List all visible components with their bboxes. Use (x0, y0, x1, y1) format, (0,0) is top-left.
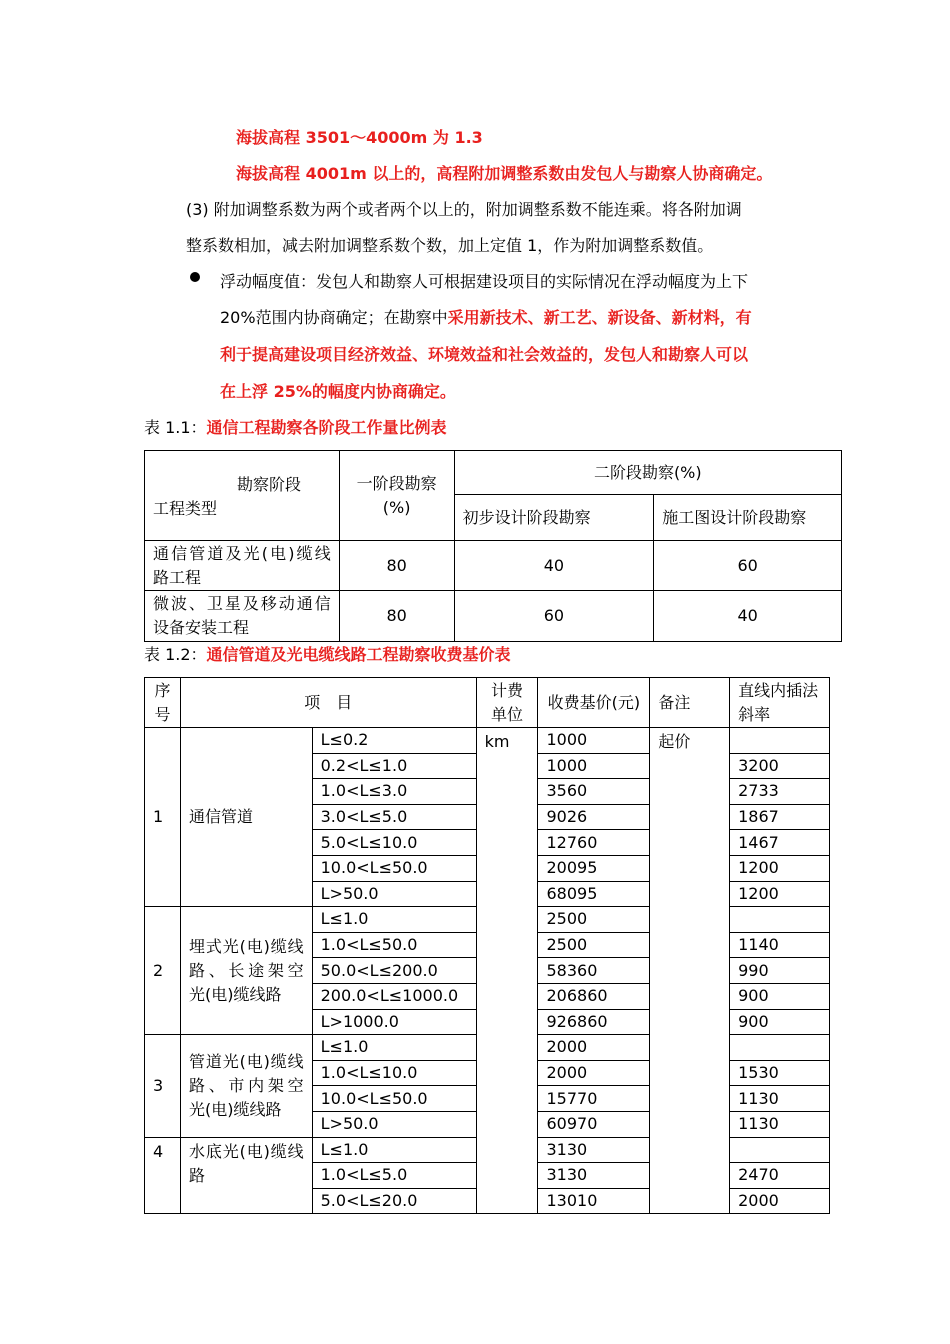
range-cell (312, 1137, 476, 1163)
seq-number: 4 (153, 1141, 164, 1161)
price-value: 60970 (546, 1114, 598, 1134)
price-value: 15770 (546, 1088, 598, 1108)
table2-caption-title: 通信管道及光电缆线路工程勘察收费基价表 (206, 645, 511, 664)
seq-cell (145, 907, 181, 1035)
price-cell (538, 1035, 650, 1061)
slope-value: 3200 (738, 755, 779, 775)
item-name-line: 管道光(电)缆线 (188, 1051, 304, 1071)
header-project-type: 工程类型 (153, 499, 218, 518)
item-name-line: 通信管道 (188, 807, 253, 827)
slope-cell (730, 881, 830, 907)
slope-cell (730, 1035, 830, 1061)
item-name-line: 光(电)缆线路 (188, 984, 282, 1004)
slope-cell (730, 753, 830, 779)
header-survey-phase: 勘察阶段 (237, 475, 302, 494)
price-cell (538, 932, 650, 958)
phase1-value: 80 (339, 591, 454, 642)
range-cell (312, 804, 476, 830)
diagonal-header-cell (145, 451, 340, 541)
header-phase1 (339, 451, 454, 541)
float-para-highlight: 采用新技术、新工艺、新设备、新材料，有 (447, 308, 752, 327)
price-value: 2500 (546, 935, 588, 955)
price-value: 3560 (546, 781, 588, 801)
slope-value: 2470 (738, 1165, 779, 1185)
slope-cell (730, 1086, 830, 1112)
header-price (538, 678, 650, 728)
range-cell (312, 753, 476, 779)
item-name-cell (180, 1035, 312, 1137)
slope-value: 1140 (738, 935, 779, 955)
project-type-cell (145, 591, 340, 642)
range-text: 3.0<L≤5.0 (320, 807, 408, 827)
range-cell (312, 1035, 476, 1061)
price-value: 58360 (546, 960, 598, 980)
slope-cell (730, 907, 830, 933)
table1-caption (144, 418, 447, 438)
range-text: 0.2<L≤1.0 (320, 755, 408, 775)
range-cell (312, 1188, 476, 1214)
header-slope-text: 直线内插法 (738, 680, 819, 700)
slope-value: 2733 (738, 781, 779, 801)
table-row (145, 728, 830, 754)
range-text: 200.0<L≤1000.0 (320, 986, 459, 1006)
item-name-line: 光(电)缆线路 (188, 1099, 282, 1119)
price-value: 20095 (546, 858, 598, 878)
seq-number: 2 (153, 960, 164, 980)
slope-cell (730, 983, 830, 1009)
price-cell (538, 728, 650, 754)
range-cell (312, 907, 476, 933)
range-text: L>1000.0 (320, 1011, 399, 1031)
range-cell (312, 958, 476, 984)
price-cell (538, 907, 650, 933)
slope-value: 1200 (738, 858, 779, 878)
slope-value: 1867 (738, 807, 779, 827)
price-cell (538, 983, 650, 1009)
construction-value: 40 (654, 591, 842, 642)
range-text: 1.0<L≤10.0 (320, 1063, 418, 1083)
slope-cell (730, 1163, 830, 1189)
header-phase1-unit: (%) (382, 497, 411, 517)
price-value: 2000 (546, 1037, 588, 1057)
prelim-value: 60 (454, 591, 654, 642)
price-cell (538, 753, 650, 779)
price-cell (538, 779, 650, 805)
price-cell (538, 1086, 650, 1112)
bullet-icon (190, 272, 200, 282)
note-text: 起价 (658, 732, 691, 751)
altitude-line-2: 海拔高程 4001m 以上的，高程附加调整系数由发包人与勘察人协商确定。 (236, 164, 773, 183)
price-value: 2500 (546, 909, 588, 929)
price-value: 12760 (546, 832, 598, 852)
header-unit-text: 单位 (491, 704, 524, 724)
range-cell (312, 932, 476, 958)
price-cell (538, 1060, 650, 1086)
header-slope-text: 斜率 (738, 704, 771, 724)
unit-text: km (484, 732, 510, 751)
header-phase1-label: 一阶段勘察 (356, 473, 437, 493)
range-text: 10.0<L≤50.0 (320, 1088, 428, 1108)
seq-cell (145, 728, 181, 907)
range-text: L≤1.0 (320, 1139, 369, 1159)
range-text: 50.0<L≤200.0 (320, 960, 438, 980)
survey-phase-ratio-table (144, 450, 842, 642)
range-cell (312, 1060, 476, 1086)
unit-cell (476, 728, 538, 1214)
range-cell (312, 983, 476, 1009)
item-name-cell (180, 1137, 312, 1214)
price-value: 3130 (546, 1139, 588, 1159)
price-value: 1000 (546, 730, 588, 750)
slope-value: 990 (738, 960, 769, 980)
range-text: L≤0.2 (320, 730, 369, 750)
slope-cell (730, 1137, 830, 1163)
header-construction-design: 施工图设计阶段勘察 (654, 495, 842, 541)
range-cell (312, 779, 476, 805)
slope-value: 1530 (738, 1063, 779, 1083)
item-name-cell (180, 728, 312, 907)
price-cell (538, 1009, 650, 1035)
range-text: 1.0<L≤50.0 (320, 935, 418, 955)
construction-value: 60 (654, 541, 842, 591)
header-phase2: 二阶段勘察(%) (454, 451, 841, 495)
price-value: 13010 (546, 1190, 598, 1210)
table2-caption-prefix: 表 1.2： (144, 645, 207, 664)
header-seq (145, 678, 181, 728)
range-cell (312, 830, 476, 856)
project-type-line: 路工程 (153, 567, 202, 587)
slope-cell (730, 855, 830, 881)
price-value: 68095 (546, 883, 598, 903)
price-cell (538, 1137, 650, 1163)
altitude-line-1: 海拔高程 3501～4000m 为 1.3 (236, 128, 483, 147)
header-note (650, 678, 730, 728)
table1-caption-prefix: 表 1.1： (144, 418, 207, 437)
table-header-row (145, 678, 830, 728)
range-text: 1.0<L≤5.0 (320, 1165, 408, 1185)
range-text: L>50.0 (320, 1114, 379, 1134)
header-prelim-design: 初步设计阶段勘察 (454, 495, 654, 541)
project-type-cell (145, 541, 340, 591)
adjustment-para-line-1: (3) 附加调整系数为两个或者两个以上的，附加调整系数不能连乘。将各附加调 (186, 200, 742, 219)
price-cell (538, 958, 650, 984)
item-name-line: 路、市内架空 (188, 1075, 304, 1095)
range-cell (312, 1163, 476, 1189)
header-slope (730, 678, 830, 728)
price-value: 2000 (546, 1063, 588, 1083)
float-para-line-2 (220, 308, 752, 328)
price-cell (538, 1163, 650, 1189)
range-text: 5.0<L≤20.0 (320, 1190, 418, 1210)
price-cell (538, 804, 650, 830)
header-unit (476, 678, 538, 728)
price-cell (538, 1111, 650, 1137)
slope-cell (730, 804, 830, 830)
table1-caption-title: 通信工程勘察各阶段工作量比例表 (206, 418, 447, 437)
slope-cell (730, 958, 830, 984)
header-seq-text: 号 (154, 704, 171, 724)
item-name-line: 水底光(电)缆线 (188, 1141, 304, 1161)
float-para-line-4: 在上浮 25%的幅度内协商确定。 (220, 382, 456, 401)
slope-value: 1130 (738, 1114, 779, 1134)
header-price-text: 收费基价(元) (547, 692, 641, 712)
range-cell (312, 855, 476, 881)
price-value: 926860 (546, 1011, 608, 1031)
slope-value: 2000 (738, 1190, 779, 1210)
price-value: 206860 (546, 986, 608, 1006)
slope-value: 900 (738, 986, 769, 1006)
price-cell (538, 1188, 650, 1214)
price-value: 3130 (546, 1165, 588, 1185)
project-type-line: 通信管道及光(电)缆线 (153, 543, 331, 563)
slope-cell (730, 728, 830, 754)
float-para-line-3: 利于提高建设项目经济效益、环境效益和社会效益的，发包人和勘察人可以 (220, 345, 749, 364)
table2-caption (144, 645, 511, 665)
range-text: 10.0<L≤50.0 (320, 858, 428, 878)
seq-number: 3 (153, 1075, 164, 1095)
survey-fee-base-price-table (144, 677, 830, 1214)
header-unit-text: 计费 (491, 680, 524, 700)
header-seq-text: 序 (154, 680, 171, 700)
slope-value: 1130 (738, 1088, 779, 1108)
item-name-line: 路 (188, 1165, 205, 1185)
slope-cell (730, 779, 830, 805)
range-text: L≤1.0 (320, 1037, 369, 1057)
item-name-line: 路、长途架空 (188, 960, 304, 980)
project-type-line: 设备安装工程 (153, 618, 250, 637)
phase1-value: 80 (339, 541, 454, 591)
range-cell (312, 728, 476, 754)
price-cell (538, 830, 650, 856)
float-para-text: 20%范围内协商确定；在勘察中 (220, 308, 448, 327)
header-note-text: 备注 (658, 692, 691, 712)
slope-value: 1467 (738, 832, 779, 852)
seq-cell (145, 1035, 181, 1137)
adjustment-para-line-2: 整系数相加，减去附加调整系数个数，加上定值 1，作为附加调整系数值。 (186, 236, 714, 255)
header-item (180, 678, 476, 728)
seq-number: 1 (153, 807, 164, 827)
slope-cell (730, 1111, 830, 1137)
range-text: L>50.0 (320, 883, 379, 903)
range-cell (312, 1111, 476, 1137)
range-text: 5.0<L≤10.0 (320, 832, 418, 852)
range-cell (312, 1086, 476, 1112)
seq-cell (145, 1137, 181, 1214)
price-cell (538, 881, 650, 907)
price-value: 9026 (546, 807, 588, 827)
slope-cell (730, 1060, 830, 1086)
item-name-line: 埋式光(电)缆线 (188, 936, 304, 956)
slope-value: 900 (738, 1011, 769, 1031)
price-cell (538, 855, 650, 881)
slope-value: 1200 (738, 883, 779, 903)
range-text: 1.0<L≤3.0 (320, 781, 408, 801)
slope-cell (730, 1009, 830, 1035)
slope-cell (730, 1188, 830, 1214)
slope-cell (730, 932, 830, 958)
table-row (145, 541, 842, 591)
range-cell (312, 1009, 476, 1035)
table-row (145, 591, 842, 642)
project-type-line: 微波、卫星及移动通信 (153, 594, 331, 613)
note-cell (650, 728, 730, 1214)
header-item-text: 项 目 (304, 692, 353, 712)
float-para-line-1: 浮动幅度值：发包人和勘察人可根据建设项目的实际情况在浮动幅度为上下 (220, 272, 749, 291)
range-cell (312, 881, 476, 907)
item-name-cell (180, 907, 312, 1035)
range-text: L≤1.0 (320, 909, 369, 929)
price-value: 1000 (546, 755, 588, 775)
slope-cell (730, 830, 830, 856)
prelim-value: 40 (454, 541, 654, 591)
